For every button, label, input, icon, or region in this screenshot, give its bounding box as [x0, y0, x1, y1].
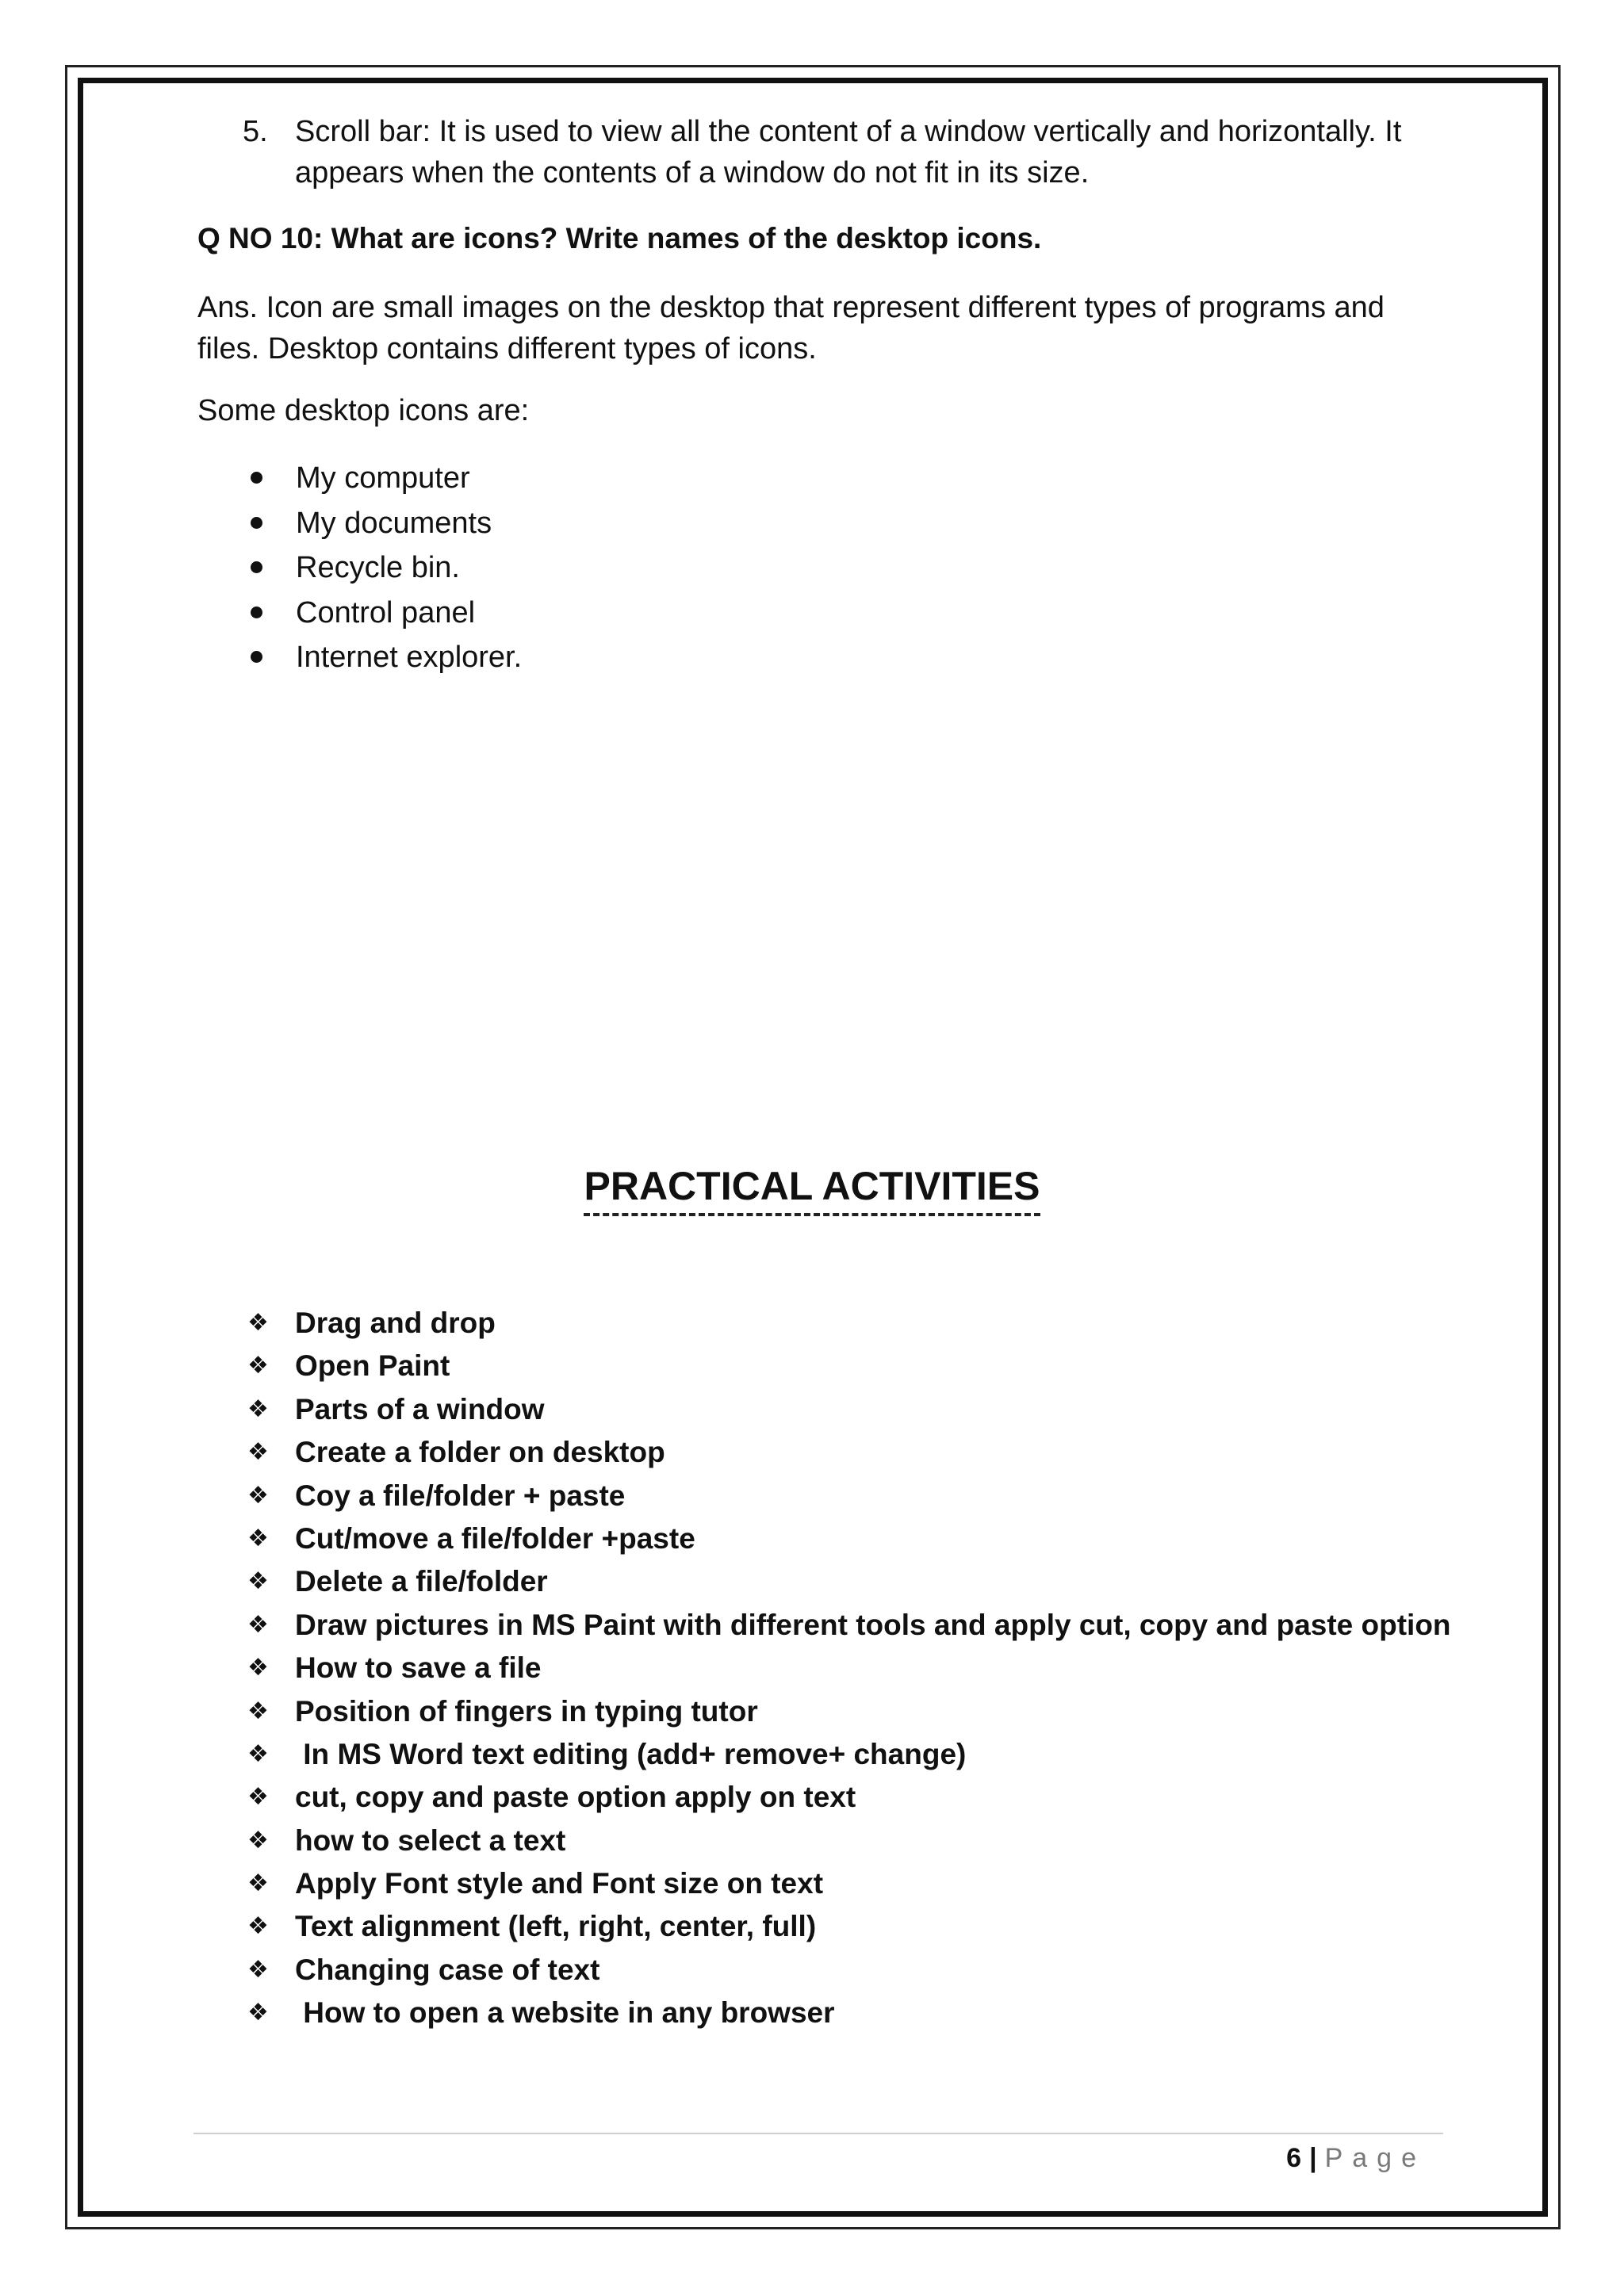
- page-label: Page: [1324, 2143, 1426, 2173]
- list-item-label: cut, copy and paste option apply on text: [295, 1781, 856, 1814]
- diamond-bullet-icon: ❖: [247, 1999, 269, 2026]
- list-item-label: Internet explorer.: [296, 641, 523, 674]
- bullet-icon: [251, 561, 262, 573]
- list-item: [247, 1303, 1451, 1346]
- list-item: [247, 1993, 1451, 2036]
- list-item: [251, 503, 522, 548]
- section-title-text: PRACTICAL ACTIVITIES: [584, 1161, 1040, 1216]
- list-item-label: how to select a text: [295, 1823, 566, 1857]
- diamond-bullet-icon: ❖: [247, 1697, 269, 1724]
- bullet-icon: [251, 651, 262, 663]
- bullet-icon: [251, 607, 262, 618]
- list-item: [247, 1950, 1451, 1993]
- list-item-label: Parts of a window: [295, 1392, 545, 1425]
- diamond-bullet-icon: ❖: [247, 1827, 269, 1854]
- bullet-icon: [251, 472, 262, 484]
- list-item: [247, 1433, 1451, 1475]
- item-number: 5.: [243, 115, 268, 148]
- list-item-label: How to open a website in any browser: [295, 1996, 835, 2030]
- list-item-label: Recycle bin.: [296, 551, 460, 584]
- list-item: [247, 1692, 1451, 1735]
- diamond-bullet-icon: ❖: [247, 1913, 269, 1940]
- diamond-bullet-icon: ❖: [247, 1310, 269, 1336]
- list-item: [251, 592, 522, 637]
- bullet-icon: [251, 517, 262, 529]
- list-item: [247, 1777, 1451, 1820]
- diamond-bullet-icon: ❖: [247, 1439, 269, 1466]
- list-item-label: Position of fingers in typing tutor: [295, 1694, 758, 1728]
- list-item-label: How to save a file: [295, 1651, 542, 1685]
- footer-divider: [193, 2133, 1443, 2134]
- list-item-label: My documents: [296, 506, 492, 540]
- list-item-label: My computer: [296, 461, 470, 495]
- diamond-bullet-icon: ❖: [247, 1353, 269, 1380]
- list-item-label: Draw pictures in MS Paint with different tools and apply cut, copy and paste option: [295, 1608, 1451, 1641]
- section-title: [0, 1161, 1624, 1216]
- intro-text: Some desktop icons are:: [197, 394, 530, 427]
- list-item-label: Cut/move a file/folder +paste: [295, 1521, 695, 1555]
- question-heading: Q NO 10: What are icons? Write names of the desktop icons.: [197, 222, 1042, 254]
- diamond-bullet-icon: ❖: [247, 1740, 269, 1767]
- list-item-label: Open Paint: [295, 1349, 450, 1383]
- footer-separator: |: [1309, 2143, 1317, 2173]
- list-item: [247, 1864, 1451, 1907]
- diamond-bullet-icon: ❖: [247, 1784, 269, 1811]
- list-item: [251, 547, 522, 592]
- list-item: [247, 1605, 1451, 1648]
- list-item: [247, 1346, 1451, 1389]
- diamond-bullet-icon: ❖: [247, 1611, 269, 1638]
- activities-list: [247, 1303, 1451, 2037]
- list-item: [251, 637, 522, 682]
- list-item: [247, 1648, 1451, 1691]
- page-footer: [1286, 2141, 1426, 2175]
- list-item: [247, 1562, 1451, 1605]
- numbered-item-scroll-bar: [243, 111, 1432, 193]
- list-item: [247, 1821, 1451, 1864]
- answer-paragraph: Ans. Icon are small images on the desktop that represent different types of programs and files. Desktop contains different types of icons.: [197, 291, 1385, 365]
- desktop-icons-list: [251, 457, 522, 682]
- list-item: [247, 1390, 1451, 1433]
- diamond-bullet-icon: ❖: [247, 1482, 269, 1509]
- diamond-bullet-icon: ❖: [247, 1655, 269, 1682]
- list-item: [247, 1476, 1451, 1519]
- diamond-bullet-icon: ❖: [247, 1568, 269, 1595]
- list-item-label: Text alignment (left, right, center, full): [295, 1910, 817, 1943]
- list-item-label: Drag and drop: [295, 1307, 496, 1339]
- list-item: [247, 1519, 1451, 1562]
- list-item-label: Delete a file/folder: [295, 1565, 548, 1598]
- diamond-bullet-icon: ❖: [247, 1525, 269, 1552]
- list-item: [247, 1907, 1451, 1950]
- list-item-label: Coy a file/folder + paste: [295, 1479, 626, 1512]
- list-item: [247, 1735, 1451, 1777]
- list-item-label: Changing case of text: [295, 1953, 600, 1986]
- item-text: Scroll bar: It is used to view all the content of a window vertically and horizontally. It appears when the contents of a window do not fit in its size.: [295, 115, 1402, 189]
- list-item-label: Apply Font style and Font size on text: [295, 1867, 824, 1900]
- list-item-label: Control panel: [296, 595, 476, 629]
- list-item-label: Create a folder on desktop: [295, 1436, 665, 1469]
- list-item: [251, 457, 522, 503]
- page-number: 6: [1286, 2143, 1302, 2173]
- diamond-bullet-icon: ❖: [247, 1870, 269, 1897]
- list-item-label: In MS Word text editing (add+ remove+ change): [295, 1737, 967, 1770]
- diamond-bullet-icon: ❖: [247, 1395, 269, 1422]
- diamond-bullet-icon: ❖: [247, 1956, 269, 1983]
